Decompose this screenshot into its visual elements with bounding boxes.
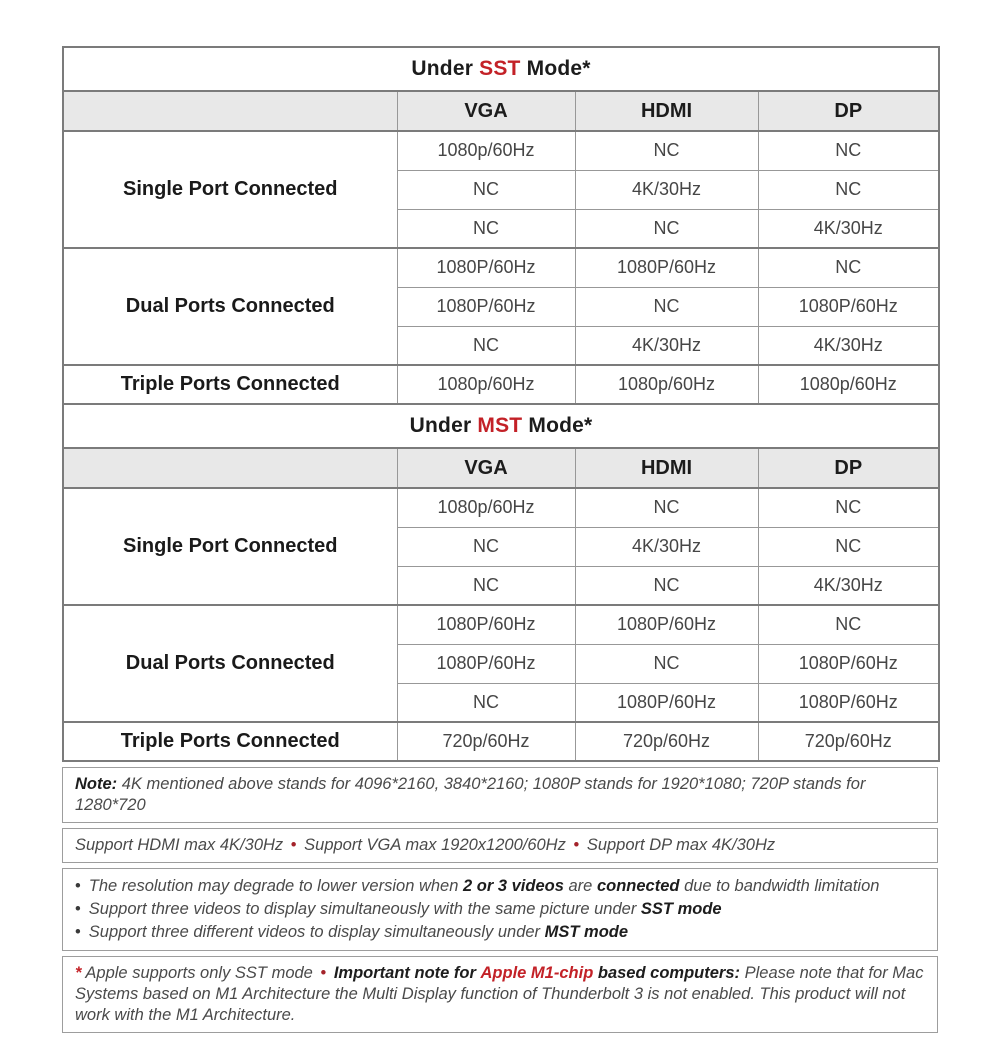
mst-title-suffix: Mode*: [528, 414, 593, 437]
mst-dual-ports-label: Dual Ports Connected: [63, 605, 397, 722]
cell-value: NC: [397, 209, 575, 248]
table-row: [63, 722, 939, 761]
cell-value: 1080p/60Hz: [575, 365, 758, 404]
bullet1-post: due to bandwidth limitation: [684, 877, 880, 895]
sst-triple-ports-label: Triple Ports Connected: [63, 365, 397, 404]
cell-value: 4K/30Hz: [575, 527, 758, 566]
bullet-separator-icon: •: [290, 836, 297, 854]
cell-value: 4K/30Hz: [758, 566, 939, 605]
sst-title-suffix: Mode*: [526, 57, 591, 80]
cell-value: 720p/60Hz: [575, 722, 758, 761]
mst-header-hdmi: HDMI: [575, 448, 758, 488]
bullet1-mid: are: [568, 877, 593, 895]
cell-value: NC: [397, 326, 575, 365]
asterisk-icon: *: [75, 964, 82, 982]
bullet-icon: •: [75, 877, 81, 895]
sst-header-hdmi: HDMI: [575, 91, 758, 131]
sst-title-row: [63, 47, 939, 91]
bullet1-bold2: connected: [596, 877, 680, 895]
spec-sheet: [62, 46, 938, 1033]
note-label: Note:: [75, 775, 118, 793]
bullet2-bold: SST mode: [640, 900, 722, 918]
cell-value: 1080P/60Hz: [397, 248, 575, 287]
apple-m1-chip-label: Apple M1-chip: [480, 964, 594, 982]
apple-pre-text: Apple supports only SST mode: [85, 964, 313, 982]
cell-value: NC: [397, 527, 575, 566]
cell-value: NC: [758, 488, 939, 527]
note-bullet-list: [62, 868, 938, 951]
cell-value: 4K/30Hz: [575, 326, 758, 365]
cell-value: 720p/60Hz: [397, 722, 575, 761]
bullet-separator-icon: •: [320, 964, 327, 982]
cell-value: NC: [758, 170, 939, 209]
cell-value: NC: [575, 644, 758, 683]
note-apple-compatibility: [62, 956, 938, 1033]
bullet-icon: •: [75, 923, 81, 941]
cell-value: 1080P/60Hz: [758, 683, 939, 722]
cell-value: 1080P/60Hz: [575, 248, 758, 287]
table-row: [63, 605, 939, 644]
cell-value: 1080p/60Hz: [397, 131, 575, 170]
note-max-support: [62, 828, 938, 863]
bullet2-pre: Support three videos to display simultaneously with the same picture under: [88, 900, 637, 918]
cell-value: 1080P/60Hz: [758, 287, 939, 326]
cell-value: NC: [397, 566, 575, 605]
bullet1-bold1: 2 or 3 videos: [463, 877, 564, 895]
mst-header-empty: [63, 448, 397, 488]
cell-value: 1080P/60Hz: [397, 605, 575, 644]
apple-rest-text: Please note that for Mac Systems based on M1 Architecture the Multi Display function of Thunderbolt 3 is not enabled. This product will not work with the M1 Architecture.: [75, 964, 924, 1024]
mst-title-prefix: Under: [409, 414, 472, 437]
cell-value: 1080P/60Hz: [397, 287, 575, 326]
note-text: 4K mentioned above stands for 4096*2160, 3840*2160; 1080P stands for 1920*1080; 720P stands for 1280*720: [75, 775, 866, 814]
sst-title: [63, 47, 939, 91]
table-row: [63, 131, 939, 170]
support-hdmi-text: Support HDMI max 4K/30Hz: [75, 836, 284, 854]
cell-value: 1080p/60Hz: [397, 365, 575, 404]
cell-value: 4K/30Hz: [758, 326, 939, 365]
mst-triple-ports-label: Triple Ports Connected: [63, 722, 397, 761]
bullet-separator-icon: •: [573, 836, 580, 854]
bullet3-bold: MST mode: [544, 923, 629, 941]
cell-value: NC: [758, 527, 939, 566]
cell-value: 4K/30Hz: [575, 170, 758, 209]
cell-value: NC: [575, 566, 758, 605]
bullet3-pre: Support three different videos to display simultaneously under: [88, 923, 541, 941]
cell-value: 1080P/60Hz: [758, 644, 939, 683]
cell-value: NC: [575, 287, 758, 326]
mst-header-row: [63, 448, 939, 488]
note-resolution-definitions: [62, 767, 938, 823]
cell-value: NC: [397, 683, 575, 722]
cell-value: 1080p/60Hz: [758, 365, 939, 404]
cell-value: 1080P/60Hz: [575, 605, 758, 644]
cell-value: NC: [575, 488, 758, 527]
support-dp-text: Support DP max 4K/30Hz: [586, 836, 776, 854]
cell-value: 1080p/60Hz: [397, 488, 575, 527]
display-mode-table: [62, 46, 940, 762]
sst-title-highlight: SST: [479, 57, 521, 80]
cell-value: 4K/30Hz: [758, 209, 939, 248]
cell-value: NC: [758, 248, 939, 287]
list-item: [75, 875, 925, 898]
sst-single-port-label: Single Port Connected: [63, 131, 397, 248]
cell-value: NC: [575, 131, 758, 170]
cell-value: NC: [397, 170, 575, 209]
mst-header-dp: DP: [758, 448, 939, 488]
cell-value: NC: [575, 209, 758, 248]
cell-value: 1080P/60Hz: [575, 683, 758, 722]
cell-value: 720p/60Hz: [758, 722, 939, 761]
mst-title-row: [63, 404, 939, 448]
list-item: [75, 921, 925, 944]
sst-dual-ports-label: Dual Ports Connected: [63, 248, 397, 365]
list-item: [75, 898, 925, 921]
table-row: [63, 488, 939, 527]
apple-based-computers-label: based computers:: [597, 964, 740, 982]
bullet1-pre: The resolution may degrade to lower version when: [88, 877, 459, 895]
mst-title: [63, 404, 939, 448]
cell-value: NC: [758, 605, 939, 644]
mst-title-highlight: MST: [477, 414, 523, 437]
mst-single-port-label: Single Port Connected: [63, 488, 397, 605]
sst-header-row: [63, 91, 939, 131]
cell-value: 1080P/60Hz: [397, 644, 575, 683]
mst-header-vga: VGA: [397, 448, 575, 488]
table-row: [63, 365, 939, 404]
apple-important-label: Important note for: [333, 964, 476, 982]
table-row: [63, 248, 939, 287]
bullet-icon: •: [75, 900, 81, 918]
sst-header-dp: DP: [758, 91, 939, 131]
sst-title-prefix: Under: [411, 57, 474, 80]
support-vga-text: Support VGA max 1920x1200/60Hz: [304, 836, 566, 854]
sst-header-vga: VGA: [397, 91, 575, 131]
cell-value: NC: [758, 131, 939, 170]
sst-header-empty: [63, 91, 397, 131]
